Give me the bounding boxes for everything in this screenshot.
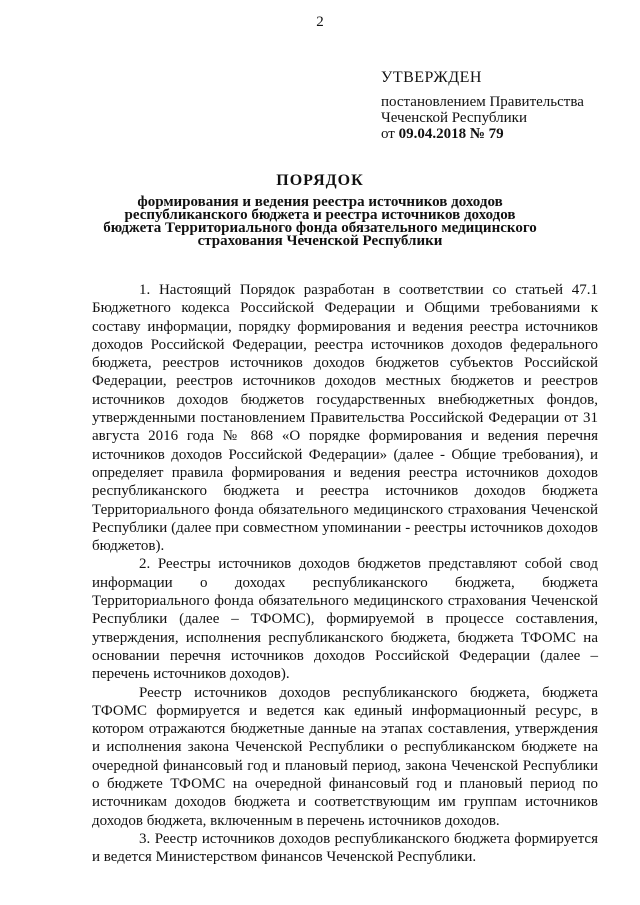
approval-line-2: Чеченской Республики [381, 110, 527, 126]
document-body [92, 281, 598, 867]
approval-date-prefix: от [381, 126, 395, 142]
paragraph-3: Реестр источников доходов республиканского бюджета, бюджета ТФОМС формируется и ведется как единый информационный ресурс, в котором отражаются бюджетные данные на этапах составления, утверждения и исполнения закона Чеченской Республики о республиканском бюджете на очередной финансовый год и плановый период, закона Чеченской Республики о бюджете ТФОМС на очередной финансовый год и плановый период по источникам доходов бюджета и соответствующим им группам источников доходов бюджета, включенным в перечень источников доходов. [92, 684, 598, 829]
paragraph-1: 1. Настоящий Порядок разработан в соответствии со статьей 47.1 Бюджетного кодекса Российской Федерации и Общими требованиями к составу информации, порядку формирования и ведения реестра источников доходов Российской Федерации, реестра источников доходов федерального бюджета, реестров источников доходов бюджетов субъектов Российской Федерации, реестров источников доходов местных бюджетов и реестров источников доходов бюджетов государственных внебюджетных фондов, утвержденными постановлением Правительства Российской Федерации от 31 августа 2016 года № 868 «О порядке формирования и ведения перечня источников доходов Российской Федерации» (далее - Общие требования), и определяет правила формирования и ведения реестра источников доходов республиканского бюджета и реестра источников доходов бюджета Территориального фонда обязательного медицинского страхования Чеченской Республики (далее при совместном упоминании - реестры источников доходов бюджетов). [92, 282, 598, 555]
approval-line-1: постановлением Правительства [381, 94, 584, 110]
paragraph-4: 3. Реестр источников доходов республиканского бюджета формируется и ведется Министерством финансов Чеченской Республики. [92, 830, 598, 866]
paragraph-2: 2. Реестры источников доходов бюджетов представляют собой свод информации о доходах республиканского бюджета, бюджета Территориального фонда обязательного медицинского страхования Чеченской Республики (далее – ТФОМС), формируемой в процессе составления, утверждения, исполнения республиканского бюджета, бюджета ТФОМС на основании перечня источников доходов Российской Федерации (далее – перечень источников доходов). [92, 556, 598, 683]
approval-title: УТВЕРЖДЕН [381, 69, 482, 86]
document-title: ПОРЯДОК [276, 172, 364, 189]
approval-date-line [381, 126, 621, 142]
document-subtitle: формирования и ведения реестра источников доходов республиканского бюджета и реестра источников доходов бюджета Территориального фонда обязательного медицинского страхования Чеченской Республики [103, 194, 537, 249]
approval-block [381, 70, 621, 142]
approval-date-value: 09.04.2018 № 79 [398, 126, 504, 142]
page-number: 2 [316, 14, 324, 30]
